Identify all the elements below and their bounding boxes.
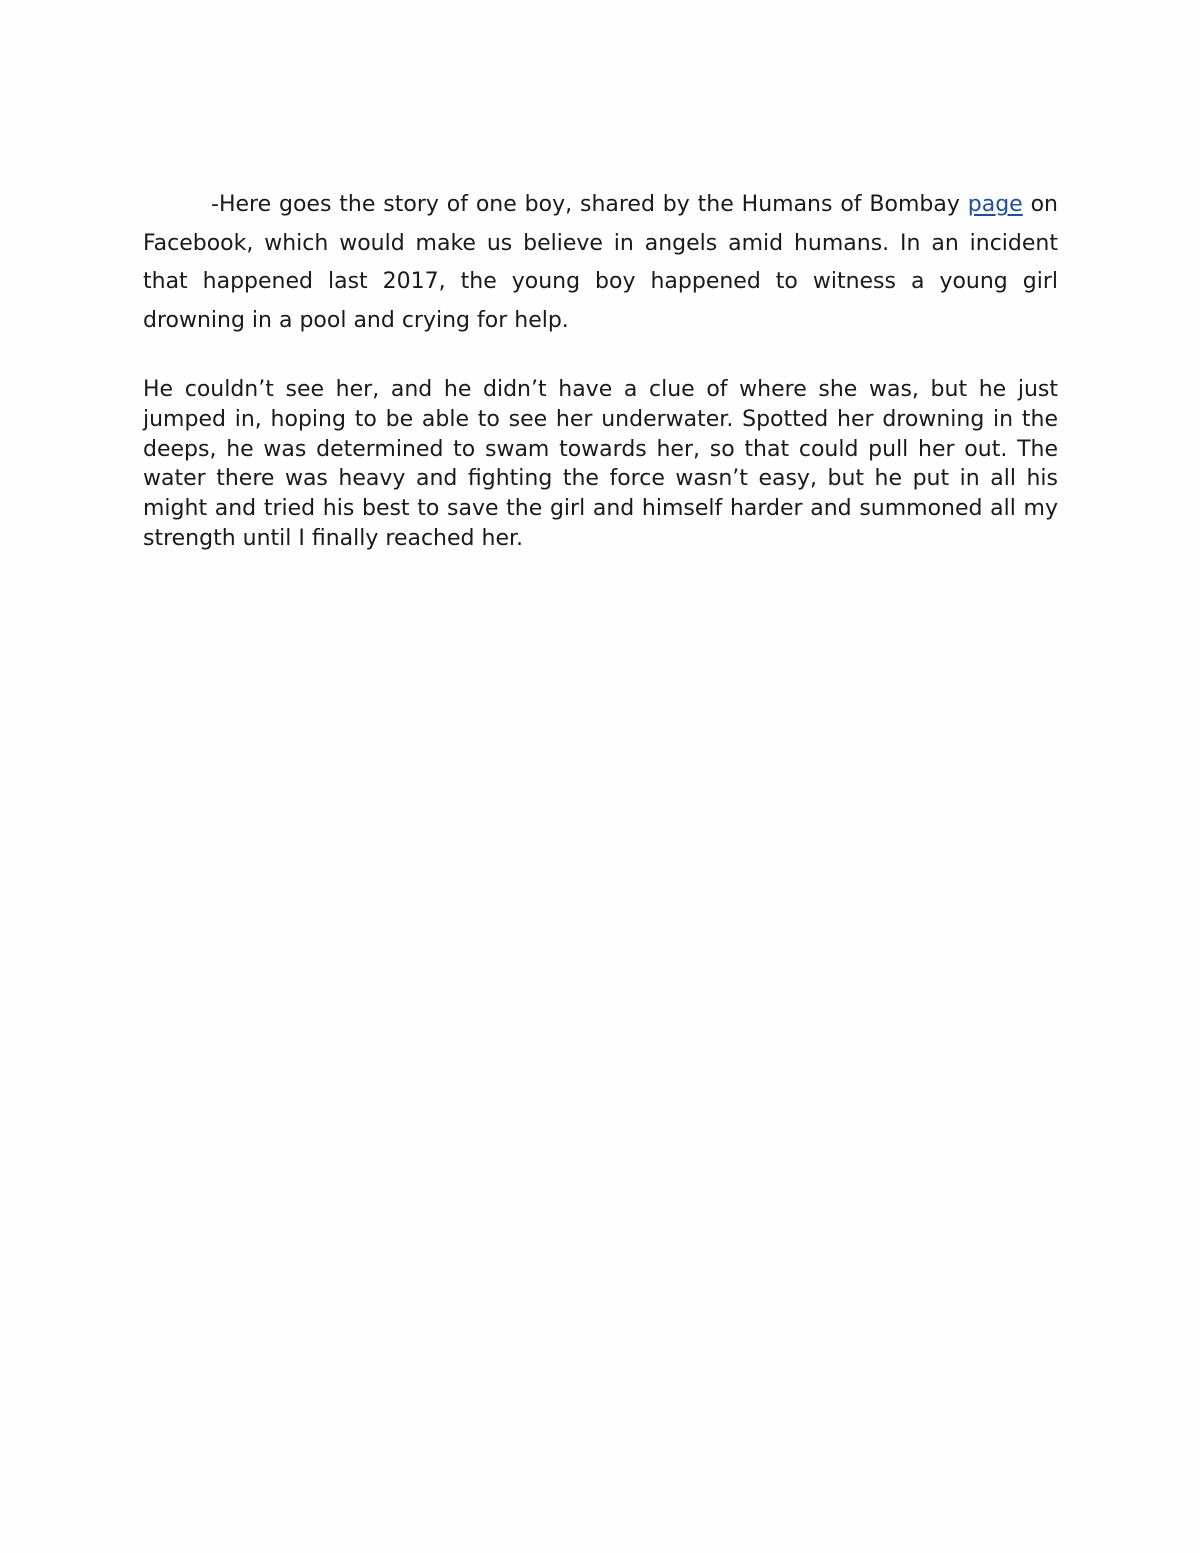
page-link[interactable]: page bbox=[967, 192, 1023, 217]
intro-text-after-link: on Facebook, which would make us believe in angels amid humans. In an incident that happened last 2017, the young boy happened to witness a young girl drowning in a pool and crying for help. bbox=[143, 192, 1058, 334]
story-rescue-paragraph: He couldn’t see her, and he didn’t have a clue of where she was, but he just jumped in, hoping to be able to see her underwater. Spotted her drowning in the deeps, he was determined to swam towards her, so that could pull her out. The water there was heavy and fighting the force wasn’t easy, but he put in all his might and tried his best to save the girl and himself harder and summoned all my strength until I finally reached her. bbox=[143, 377, 1058, 551]
story-intro-paragraph bbox=[143, 186, 1058, 341]
intro-text-before-link: -Here goes the story of one boy, shared by the Humans of Bombay bbox=[211, 192, 968, 217]
